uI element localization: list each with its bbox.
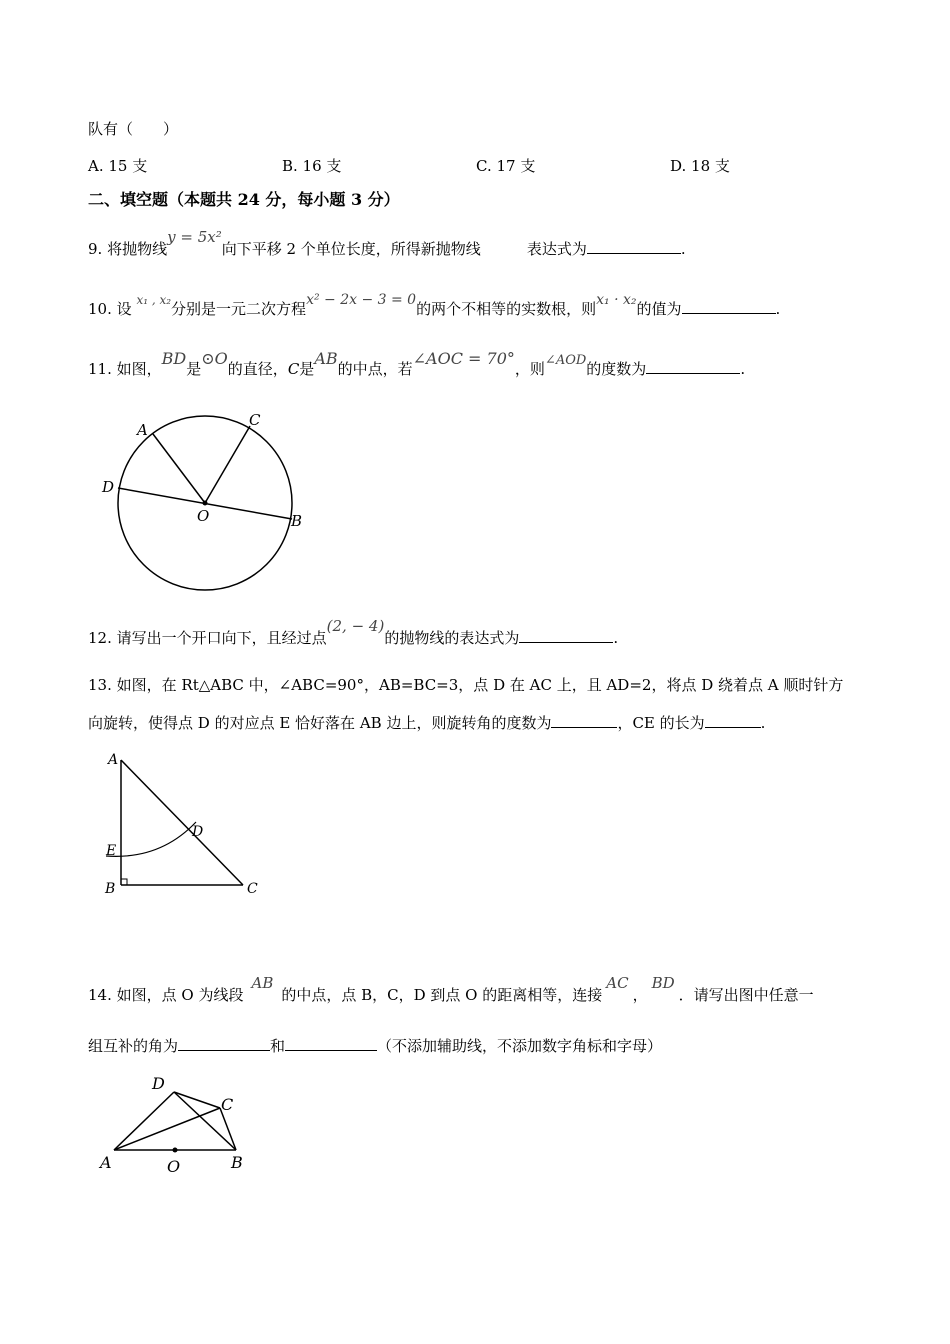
q11-math-arc-ab: AB <box>314 349 338 368</box>
q11-math-angle-aoc: ∠AOC = 70° <box>412 349 515 368</box>
q9-text-post2: 表达式为 <box>526 240 587 258</box>
q13-number: 13. <box>88 676 112 694</box>
question-13-line-2 <box>88 712 765 733</box>
q14-text-line-2c: （不添加辅助线，不添加数字角标和字母） <box>377 1037 663 1055</box>
question-12 <box>88 617 619 648</box>
q14-math-ac: AC <box>606 974 629 992</box>
q11-text-3: 的直径， <box>227 360 288 378</box>
q11-circle-figure <box>95 408 325 598</box>
q11-text-5: 的中点，若 <box>337 360 413 378</box>
q9-text-post: 向下平移 2 个单位长度，所得新抛物线 <box>221 240 481 258</box>
label-a: A <box>108 752 119 768</box>
label-o: O <box>197 507 210 525</box>
q12-period: . <box>613 629 619 647</box>
q14-separator: ， <box>632 986 648 1004</box>
q11-point-c: C <box>287 360 300 378</box>
q9-math: y = 5x² <box>167 228 222 246</box>
q10-math-equation: x² − 2x − 3 = 0 <box>306 292 417 308</box>
q12-number: 12. <box>88 629 112 647</box>
label-d: D <box>152 1074 165 1093</box>
q10-number: 10. <box>88 300 112 318</box>
q10-text-pre: 设 <box>116 300 132 318</box>
q11-text-7: 的度数为 <box>586 360 647 378</box>
q8-option-b: B. 16 支 <box>282 157 342 175</box>
label-d: D <box>102 478 115 496</box>
q10-answer-blank[interactable] <box>682 298 776 314</box>
q14-math-bd: BD <box>651 974 675 992</box>
midpoint-o <box>173 1148 178 1153</box>
section-title: 二、填空题（本题共 24 分，每小题 3 分） <box>88 190 400 209</box>
label-b: B <box>105 881 116 897</box>
radius-oc <box>205 426 250 503</box>
right-angle-mark <box>121 879 127 885</box>
label-b: B <box>291 512 303 530</box>
q9-period: . <box>680 240 686 258</box>
q13-angle-blank[interactable] <box>551 712 617 728</box>
label-d: D <box>192 824 204 840</box>
q14-text-line-2a: 组互补的角为 <box>88 1037 179 1055</box>
q10-math-product: x₁ · x₂ <box>596 292 637 308</box>
q8-option-c: C. 17 支 <box>476 157 536 175</box>
label-e: E <box>106 843 117 859</box>
q10-text-post: 的值为 <box>636 300 682 318</box>
radius-oa <box>153 434 205 503</box>
q13-text-line-2b: ，CE 的长为 <box>617 714 705 732</box>
q14-text-1: 如图，点 O 为线段 <box>116 986 244 1004</box>
q11-math-circle-o: ⊙O <box>201 349 228 368</box>
q8-option-d: D. 18 支 <box>670 157 730 175</box>
segment-ad <box>114 1092 174 1150</box>
side-ac <box>121 760 243 885</box>
q9-number: 9. <box>88 240 103 258</box>
question-14-line-2 <box>88 1035 662 1056</box>
q11-text-4: 是 <box>299 360 315 378</box>
q8-tail: 队有（ ） <box>88 120 179 138</box>
q12-text-post: 的抛物线的表达式为 <box>384 629 520 647</box>
q12-math-point: (2, − 4) <box>326 617 385 635</box>
q9-text-pre: 将抛物线 <box>107 240 168 258</box>
q13-triangle-figure <box>100 748 270 898</box>
q13-text-line-1: 如图，在 Rt△ABC 中，∠ABC=90°，AB=BC=3，点 D 在 AC 上，且 AD=2，将点 D 绕着点 A 顺时针方 <box>116 676 844 694</box>
label-b: B <box>231 1153 243 1172</box>
q8-option-a: A. 15 支 <box>88 157 148 175</box>
segment-ac <box>114 1108 220 1150</box>
center-point <box>203 501 208 506</box>
q14-angle-1-blank[interactable] <box>178 1035 270 1051</box>
rotation-arc <box>106 822 196 856</box>
q14-number: 14. <box>88 986 112 1004</box>
q13-text-line-2a: 向旋转，使得点 D 的对应点 E 恰好落在 AB 边上，则旋转角的度数为 <box>88 714 552 732</box>
label-a: A <box>137 421 148 439</box>
question-13-line-1 <box>88 675 843 695</box>
q14-text-3: ．请写出图中任意一 <box>678 986 814 1004</box>
label-c: C <box>249 411 261 429</box>
q12-answer-blank[interactable] <box>519 627 613 643</box>
label-c: C <box>247 881 258 897</box>
segment-dc <box>174 1092 220 1108</box>
q12-text-pre: 请写出一个开口向下，且经过点 <box>116 629 327 647</box>
q10-period: . <box>775 300 781 318</box>
label-c: C <box>221 1095 234 1114</box>
q13-length-blank[interactable] <box>705 712 761 728</box>
question-11 <box>88 349 746 381</box>
label-o: O <box>167 1157 181 1176</box>
q13-period: . <box>760 714 766 732</box>
q11-math-angle-aod: ∠AOD <box>544 353 587 368</box>
question-14-line-1 <box>88 974 814 1005</box>
q14-text-line-2b: 和 <box>270 1037 286 1055</box>
q11-text-2: 是 <box>186 360 202 378</box>
q11-answer-blank[interactable] <box>646 358 740 374</box>
q11-text-6: ，则 <box>514 360 545 378</box>
q14-quadrilateral-figure <box>95 1072 265 1182</box>
q11-period: . <box>740 360 746 378</box>
q14-text-2: 的中点，点 B，C，D 到点 O 的距离相等，连接 <box>281 986 603 1004</box>
q11-number: 11. <box>88 360 112 378</box>
q11-math-bd: BD <box>161 349 187 368</box>
q10-text-mid: 分别是一元二次方程 <box>171 300 307 318</box>
question-9 <box>88 228 686 259</box>
q10-math-roots: x₁ , x₂ <box>136 293 172 307</box>
q10-text-mid2: 的两个不相等的实数根，则 <box>416 300 597 318</box>
q14-angle-2-blank[interactable] <box>285 1035 377 1051</box>
segment-cb <box>220 1108 236 1150</box>
label-a: A <box>100 1153 112 1172</box>
q11-text-1: 如图， <box>116 360 162 378</box>
question-10 <box>88 292 781 320</box>
q9-answer-blank[interactable] <box>587 238 681 254</box>
q14-math-ab: AB <box>251 974 274 992</box>
